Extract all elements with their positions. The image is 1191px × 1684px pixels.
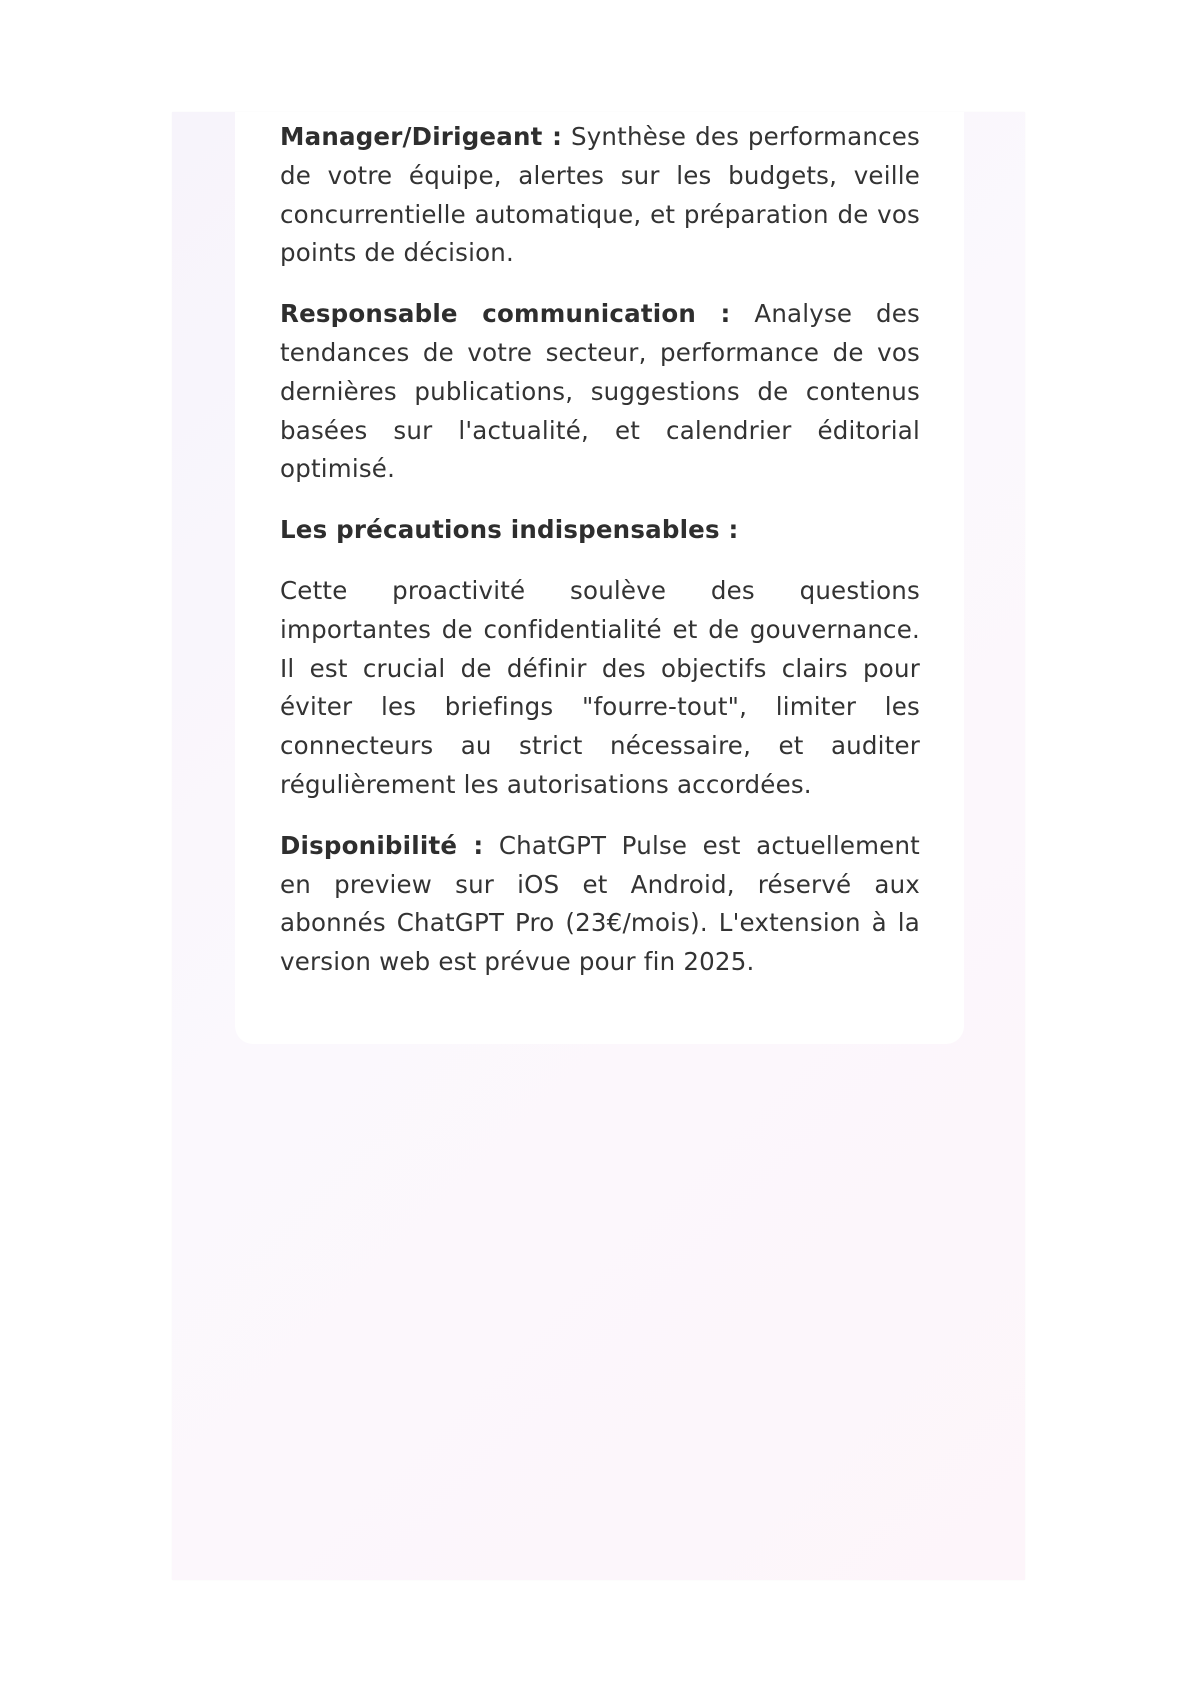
manager-text: Synthèse des performances de votre équipe, alertes sur les budgets, veille concurrentielle automatique, et préparation de vos points de décision.	[280, 122, 920, 268]
availability-text: ChatGPT Pulse est actuellement en preview sur iOS et Android, réservé aux abonnés ChatGPT Pro (23€/mois). L'extension à la version web est prévue pour fin 2025.	[280, 830, 920, 977]
manager-label: Manager/Dirigeant :	[280, 122, 563, 151]
communication-label: Responsable communication :	[280, 299, 731, 329]
availability-label: Disponibilité :	[280, 830, 484, 860]
precautions-paragraph: Cette proactivité soulève des questions importantes de confidentialité et de gouvernance. Il est crucial de définir des objectifs clairs pour éviter les briefings "fourre-tout", limiter les connecteurs au strict nécessaire, et auditer régulièrement les autorisations accordées.	[280, 575, 920, 799]
communication-paragraph	[280, 295, 920, 489]
article-body	[280, 112, 920, 1004]
availability-paragraph	[280, 827, 920, 982]
precautions-heading: Les précautions indispensables :	[280, 515, 739, 545]
manager-paragraph	[280, 118, 920, 273]
communication-text: Analyse des tendances de votre secteur, performance de vos dernières publications, suggestions de contenus basées sur l'actualité, et calendrier éditorial optimisé.	[280, 299, 920, 484]
